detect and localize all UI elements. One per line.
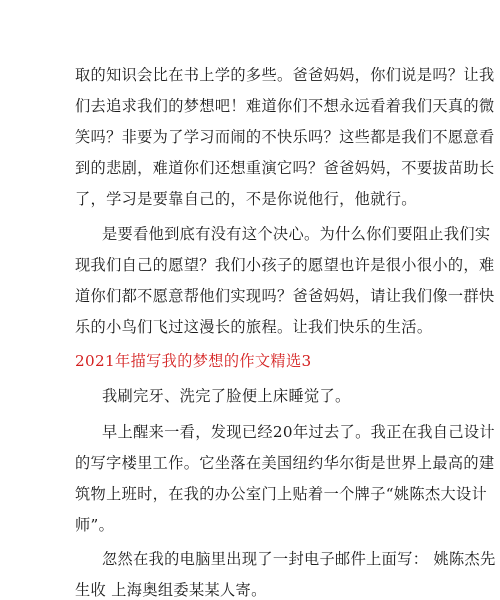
section-heading: 2021年描写我的梦想的作文精选3	[75, 352, 312, 370]
paragraph-1-line-5: 了，学习是要靠自己的，不是你说他行，他就行。	[75, 190, 417, 208]
paragraph-1-line-3: 笑吗？非要为了学习而闹的不快乐吗？这些都是我们不愿意看	[75, 128, 495, 146]
paragraph-4-line-2: 的写字楼里工作。它坐落在美国纽约华尔街是世界上最高的建	[75, 454, 495, 472]
paragraph-4-line-4: 师”。	[75, 516, 115, 534]
paragraph-2-line-4: 乐的小鸟们飞过这漫长的旅程。让我们快乐的生活。	[75, 318, 433, 336]
paragraph-4-line-3: 筑物上班时，在我的办公室门上贴着一个牌子“姚陈杰大设计	[75, 485, 488, 503]
paragraph-5-line-2: 生收 上海奥组委某某人寄。	[75, 581, 267, 599]
paragraph-2-line-2: 现我们自己的愿望？我们小孩子的愿望也许是很小很小的，难	[75, 256, 495, 274]
paragraph-2-line-1: 是要看他到底有没有这个决心。为什么你们要阻止我们实	[102, 225, 491, 243]
paragraph-3-line-1: 我刷完牙、洗完了脸便上床睡觉了。	[102, 387, 351, 405]
paragraph-5-line-1: 忽然在我的电脑里出现了一封电子邮件上面写： 姚陈杰先	[102, 550, 496, 568]
paragraph-1-line-4: 到的悲剧，难道你们还想重演它吗？爸爸妈妈，不要拔苗助长	[75, 159, 495, 177]
paragraph-2-line-3: 道你们都不愿意帮他们实现吗？爸爸妈妈，请让我们像一群快	[75, 287, 495, 305]
paragraph-1-line-2: 们去追求我们的梦想吧！难道你们不想永远看着我们天真的微	[75, 97, 495, 115]
paragraph-1-line-1: 取的知识会比在书上学的多些。爸爸妈妈，你们说是吗？让我	[75, 66, 495, 84]
paragraph-4-line-1: 早上醒来一看，发现已经20年过去了。我正在我自己设计	[102, 423, 495, 441]
